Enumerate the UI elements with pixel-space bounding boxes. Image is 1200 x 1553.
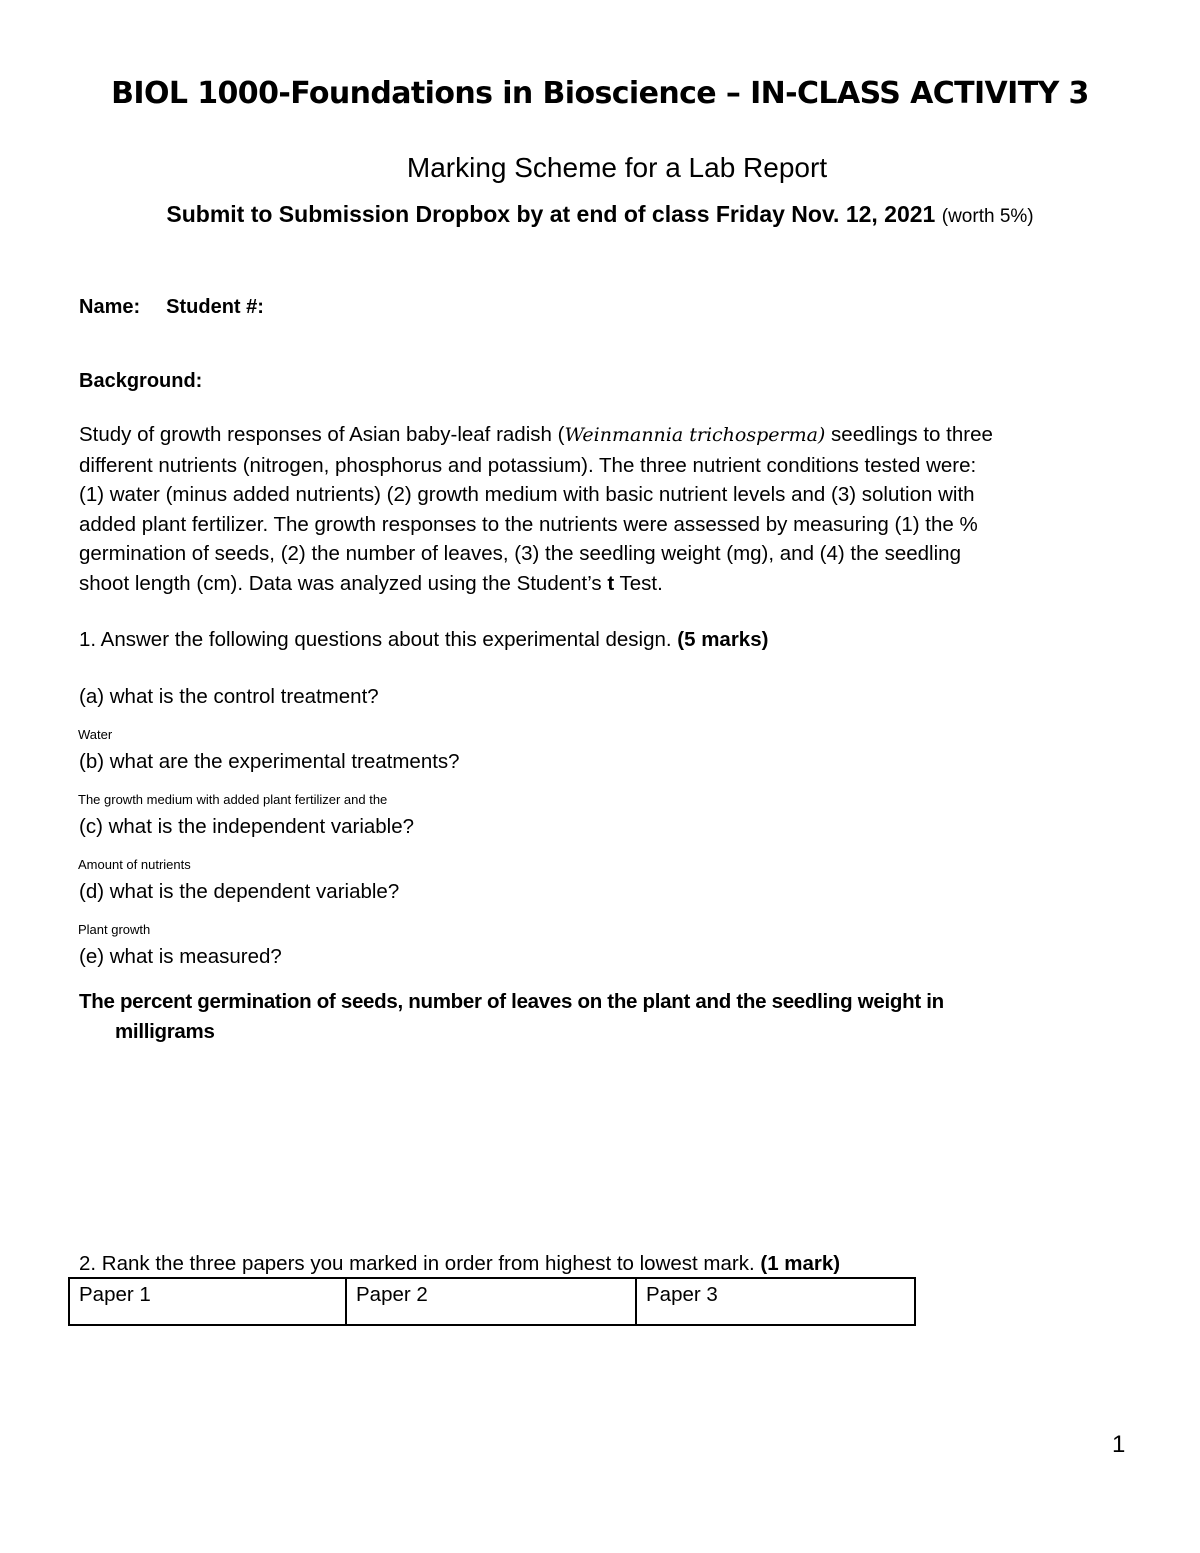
paper-ranking-table [68, 1277, 916, 1326]
question-1e: (e) what is measured? [79, 945, 282, 968]
background-paragraph [79, 420, 1139, 598]
background-line-5: germination of seeds, (2) the number of leaves, (3) the seedling weight (mg), and (4) the seedling [79, 542, 961, 565]
worth-note: (worth 5%) [941, 206, 1034, 227]
question-2 [79, 1252, 840, 1276]
answer-1e-line-2: milligrams [115, 1020, 215, 1043]
question-1 [79, 628, 768, 652]
background-text: shoot length (cm). Data was analyzed using the Student’s [79, 571, 608, 595]
background-line-3: (1) water (minus added nutrients) (2) growth medium with basic nutrient levels and (3) solution with [79, 483, 975, 506]
submission-text: Submit to Submission Dropbox by at end of class Friday Nov. 12, 2021 [166, 201, 942, 227]
document-title: BIOL 1000-Foundations in Bioscience – IN-CLASS ACTIVITY 3 [111, 76, 1089, 111]
background-heading: Background: [79, 370, 203, 392]
answer-1b: The growth medium with added plant fertilizer and the [78, 792, 388, 807]
background-text: Test. [614, 571, 663, 595]
background-text: Study of growth responses of Asian baby-leaf radish ( [79, 423, 565, 446]
answer-1d: Plant growth [78, 922, 151, 937]
answer-1e-line-1: The percent germination of seeds, number of leaves on the plant and the seedling weight in [79, 990, 944, 1013]
background-text: seedlings to three [825, 423, 993, 446]
answer-1a: Water [78, 727, 113, 742]
background-line-4: added plant fertilizer. The growth responses to the nutrients were assessed by measuring (1) the % [79, 512, 978, 536]
scientific-name: Weinmannia trichosperma) [564, 424, 826, 446]
t-test-letter: t [607, 571, 615, 595]
paper-2-cell[interactable]: Paper 2 [346, 1278, 636, 1325]
question-1b: (b) what are the experimental treatments? [79, 750, 460, 773]
question-1a: (a) what is the control treatment? [79, 685, 379, 708]
student-number-label: Student #: [166, 296, 264, 318]
question-2-text: 2. Rank the three papers you marked in order from highest to lowest mark. [79, 1252, 761, 1275]
submission-instructions [0, 201, 1200, 228]
question-1c: (c) what is the independent variable? [79, 815, 415, 838]
table-row [69, 1278, 915, 1325]
name-student-row [79, 296, 264, 319]
document-subtitle: Marking Scheme for a Lab Report [406, 152, 828, 183]
question-1d: (d) what is the dependent variable? [79, 880, 400, 903]
background-line-1 [79, 420, 1139, 451]
question-1-marks: (5 marks) [677, 628, 769, 651]
name-label: Name: [79, 296, 141, 318]
paper-1-cell[interactable]: Paper 1 [69, 1278, 346, 1325]
question-1-text: 1. Answer the following questions about this experimental design. [79, 628, 678, 651]
page-number: 1 [1112, 1431, 1126, 1458]
paper-3-cell[interactable]: Paper 3 [636, 1278, 915, 1325]
answer-1e [79, 987, 944, 1047]
question-2-marks: (1 mark) [760, 1252, 841, 1275]
background-line-2: different nutrients (nitrogen, phosphorus and potassium). The three nutrient conditions tested were: [79, 453, 977, 477]
answer-1c: Amount of nutrients [78, 857, 191, 872]
background-line-6 [79, 569, 1139, 599]
